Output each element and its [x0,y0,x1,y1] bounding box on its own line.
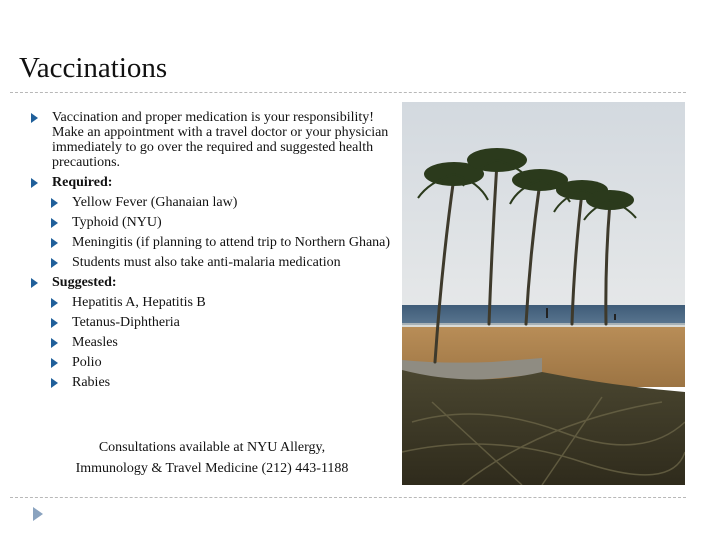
bullet-required [30,175,392,190]
slide-title: Vaccinations [19,52,168,84]
suggested-item-text: Tetanus-Diphtheria [72,315,180,330]
suggested-item [50,315,392,330]
bottom-dashed-divider [10,497,686,498]
suggested-item-text: Rabies [72,375,111,390]
consultation-line: Consultations available at NYU Allergy, [98,440,326,455]
triangle-bullet-icon [50,338,59,348]
triangle-bullet-icon [50,298,59,308]
suggested-item-text: Polio [72,355,102,370]
required-heading: Required: [52,175,113,190]
required-item [50,215,392,230]
required-item-text: Typhoid (NYU) [72,215,162,230]
triangle-bullet-icon [50,198,59,208]
top-dashed-divider [10,92,686,93]
suggested-heading: Suggested: [52,275,117,290]
beach-palm-trees-photo [402,102,685,485]
bullet-suggested [30,275,392,290]
required-item [50,195,392,210]
triangle-bullet-icon [30,113,39,123]
required-item [50,235,392,250]
suggested-item [50,335,392,350]
bullet-intro [30,110,392,170]
triangle-bullet-icon [30,178,39,188]
bullet-list [30,110,392,395]
triangle-bullet-icon [30,278,39,288]
consultation-note [50,437,374,479]
required-item-text: Yellow Fever (Ghanaian law) [72,195,238,210]
required-item-text: Meningitis (if planning to attend trip to Northern Ghana) [72,235,391,250]
triangle-bullet-icon [50,378,59,388]
triangle-bullet-icon [50,218,59,228]
suggested-item [50,375,392,390]
consultation-line: Immunology & Travel Medicine (212) 443-1188 [75,461,349,476]
suggested-item-text: Hepatitis A, Hepatitis B [72,295,206,310]
triangle-bullet-icon [50,238,59,248]
triangle-bullet-icon [50,358,59,368]
intro-text: Vaccination and proper medication is your responsibility! Make an appointment with a travel doctor or your physician immediately to go over the required and suggested health precautions. [52,110,389,170]
triangle-bullet-icon [50,318,59,328]
suggested-item [50,355,392,370]
suggested-item [50,295,392,310]
triangle-bullet-icon [50,258,59,268]
next-slide-arrow-icon[interactable] [30,506,46,522]
suggested-item-text: Measles [72,335,118,350]
required-item [50,255,392,270]
required-item-text: Students must also take anti-malaria medication [72,255,341,270]
